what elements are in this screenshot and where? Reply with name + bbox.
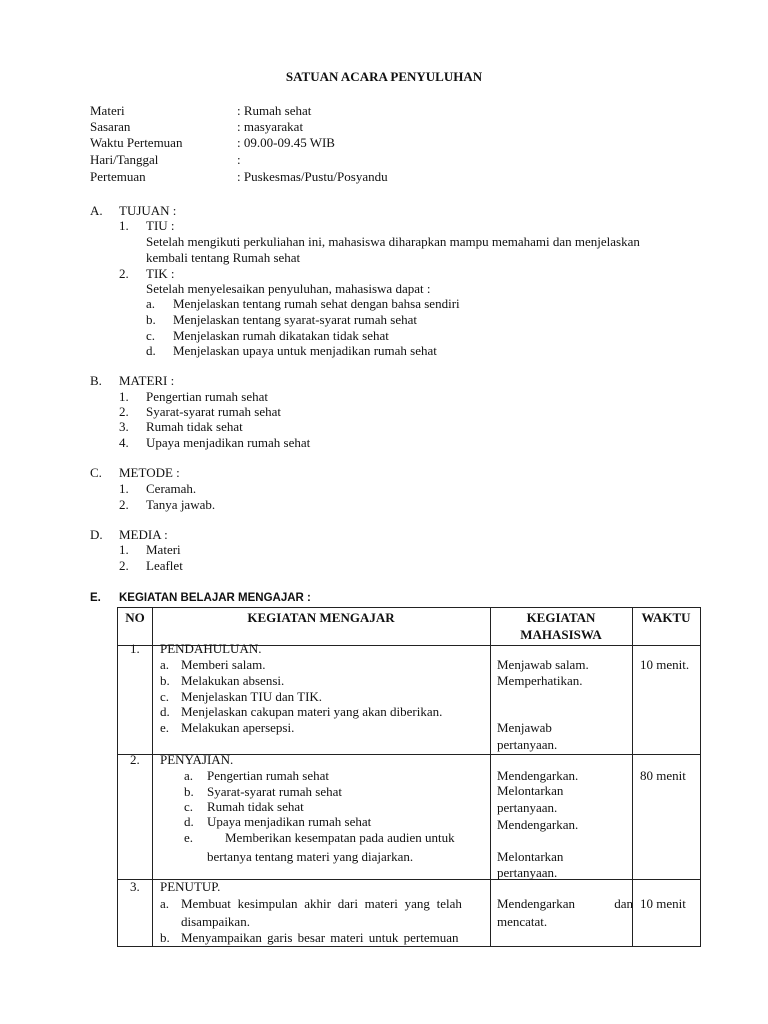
list-item: Syarat-syarat rumah sehat	[146, 404, 282, 419]
row-waktu: 10 menit.	[640, 657, 690, 672]
section-heading: MATERI :	[119, 373, 175, 388]
list-marker: e.	[184, 830, 194, 845]
section-letter: C.	[90, 465, 102, 480]
tik-text: Setelah menyelesaikan penyuluhan, mahasiswa dapat :	[146, 281, 431, 296]
list-marker: 1.	[119, 218, 129, 233]
row-no: 3.	[130, 879, 140, 894]
header-kegiatan-mahasiswa: MAHASISWA	[520, 627, 602, 642]
info-label: Hari/Tanggal	[90, 152, 159, 167]
list-item: Menjelaskan tentang syarat-syarat rumah sehat	[173, 312, 418, 327]
header-no: NO	[125, 610, 145, 625]
list-item: Memberikan kesempatan pada audien untuk	[225, 830, 455, 845]
list-marker: c.	[146, 328, 156, 343]
list-item: Pengertian rumah sehat	[146, 389, 269, 404]
list-marker: e.	[160, 720, 170, 735]
list-marker: 1.	[119, 481, 129, 496]
row-no: 1.	[130, 641, 140, 656]
list-marker: 3.	[119, 419, 129, 434]
list-item: Menyampaikan garis besar materi untuk pertemuan	[181, 930, 459, 945]
list-marker: d.	[146, 343, 156, 358]
list-marker: d.	[160, 704, 170, 719]
mhs-activity: pertanyaan.	[497, 800, 558, 815]
list-marker: 2.	[119, 558, 129, 573]
list-item: Melakukan absensi.	[181, 673, 285, 688]
list-item: Syarat-syarat rumah sehat	[207, 784, 343, 799]
section-letter: E.	[90, 592, 101, 604]
info-value: :	[237, 152, 241, 167]
list-item: Pengertian rumah sehat	[207, 768, 330, 783]
header-kegiatan-mengajar: KEGIATAN MENGAJAR	[247, 610, 395, 625]
list-marker: a.	[184, 768, 194, 783]
row-no: 2.	[130, 752, 140, 767]
tik-heading: TIK :	[146, 266, 175, 281]
section-letter: A.	[90, 203, 103, 218]
list-marker: 2.	[119, 497, 129, 512]
mhs-activity: pertanyaan.	[497, 737, 558, 752]
section-heading: KEGIATAN BELAJAR MENGAJAR :	[119, 592, 311, 604]
info-label: Waktu Pertemuan	[90, 135, 183, 150]
section-heading: METODE :	[119, 465, 180, 480]
list-marker: a.	[160, 896, 170, 911]
row-waktu: 80 menit	[640, 768, 686, 783]
header-kegiatan-mahasiswa: KEGIATAN	[526, 610, 596, 625]
list-marker: a.	[160, 657, 170, 672]
document-title: SATUAN ACARA PENYULUHAN	[285, 69, 483, 84]
list-item: Rumah tidak sehat	[146, 419, 243, 434]
list-item: Melakukan apersepsi.	[181, 720, 295, 735]
mhs-activity: mencatat.	[497, 914, 548, 929]
list-item: Menjelaskan TIU dan TIK.	[181, 689, 323, 704]
info-value: : masyarakat	[237, 119, 304, 134]
info-value: : Puskesmas/Pustu/Posyandu	[237, 169, 388, 184]
info-value: : Rumah sehat	[237, 103, 312, 118]
section-heading: MEDIA :	[119, 527, 168, 542]
mhs-activity: Melontarkan	[497, 783, 564, 798]
list-marker: b.	[184, 784, 194, 799]
list-marker: 4.	[119, 435, 129, 450]
mhs-activity: Mendengarkan.	[497, 817, 579, 832]
list-item: Upaya menjadikan rumah sehat	[207, 814, 372, 829]
mhs-activity: Menjawab salam.	[497, 657, 589, 672]
list-marker: 2.	[119, 404, 129, 419]
list-marker: b.	[160, 930, 170, 945]
row-waktu: 10 menit	[640, 896, 686, 911]
header-waktu: WAKTU	[641, 610, 691, 625]
list-item: Menjelaskan upaya untuk menjadikan rumah sehat	[173, 343, 437, 358]
mhs-activity: Mendengarkan dan	[497, 896, 633, 911]
list-item: Upaya menjadikan rumah sehat	[146, 435, 311, 450]
list-marker: c.	[184, 799, 194, 814]
section-heading: TUJUAN :	[119, 203, 177, 218]
list-item: Ceramah.	[146, 481, 197, 496]
list-item: Menjelaskan cakupan materi yang akan diberikan.	[181, 704, 443, 719]
list-item-continuation: bertanya tentang materi yang diajarkan.	[207, 849, 414, 864]
list-marker: a.	[146, 296, 156, 311]
section-letter: B.	[90, 373, 102, 388]
info-value: : 09.00-09.45 WIB	[237, 135, 335, 150]
row-title: PENUTUP.	[160, 879, 221, 894]
list-marker: 1.	[119, 389, 129, 404]
info-label: Materi	[90, 103, 125, 118]
list-item-continuation: disampaikan.	[181, 914, 250, 929]
list-marker: b.	[160, 673, 170, 688]
list-marker: d.	[184, 814, 194, 829]
tiu-text: Setelah mengikuti perkuliahan ini, mahasiswa diharapkan mampu memahami dan menjelaskan	[146, 234, 640, 249]
tiu-text: kembali tentang Rumah sehat	[146, 250, 301, 265]
list-marker: 1.	[119, 542, 129, 557]
list-item: Tanya jawab.	[146, 497, 216, 512]
list-item: Rumah tidak sehat	[207, 799, 304, 814]
mhs-activity: Memperhatikan.	[497, 673, 583, 688]
row-title: PENDAHULUAN.	[160, 641, 262, 656]
list-marker: c.	[160, 689, 170, 704]
list-marker: b.	[146, 312, 156, 327]
list-item: Membuat kesimpulan akhir dari materi yang telah	[181, 896, 462, 911]
tiu-heading: TIU :	[146, 218, 175, 233]
mhs-activity: Melontarkan	[497, 849, 564, 864]
list-item: Menjelaskan tentang rumah sehat dengan bahsa sendiri	[173, 296, 460, 311]
list-item: Memberi salam.	[181, 657, 266, 672]
row-title: PENYAJIAN.	[160, 752, 234, 767]
info-label: Pertemuan	[90, 169, 146, 184]
info-label: Sasaran	[90, 119, 131, 134]
section-letter: D.	[90, 527, 103, 542]
mhs-activity: pertanyaan.	[497, 865, 558, 880]
list-item: Leaflet	[146, 558, 183, 573]
mhs-activity: Mendengarkan.	[497, 768, 579, 783]
list-marker: 2.	[119, 266, 129, 281]
list-item: Menjelaskan rumah dikatakan tidak sehat	[173, 328, 389, 343]
list-item: Materi	[146, 542, 181, 557]
mhs-activity: Menjawab	[497, 720, 552, 735]
